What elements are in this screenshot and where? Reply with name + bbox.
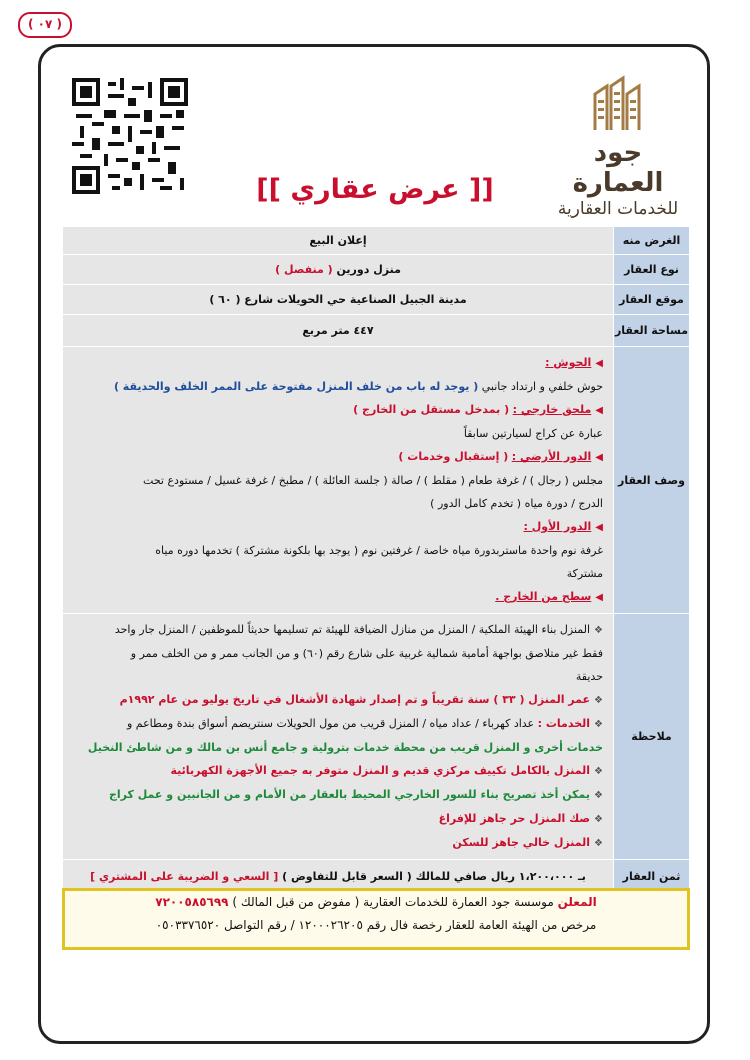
- note-1a: المنزل بناء الهيئة الملكية / المنزل من منازل الضيافة للهيئة تم تسليمها حديثاً للموظفين / المنزل جار واحد: [114, 623, 591, 636]
- note-5: يمكن أخذ تصريح بناء للسور الخارجي المحيط بالعقار من الأمام و من الجانبين و عمل كراج: [108, 788, 591, 801]
- label-area: مساحة العقار: [614, 315, 690, 347]
- value-area: ٤٤٧ متر مربع: [63, 315, 614, 347]
- logo-subtitle: للخدمات العقارية: [557, 199, 679, 219]
- bullet-icon: ❖: [594, 625, 603, 636]
- note-3a: عداد كهرباء / عداد مياه / المنزل قريب من مول الحويلات سنتريضم أسواق بندة ومطاعم و: [126, 717, 535, 730]
- price-fees: [ السعي و الضريبة على المشتري ]: [90, 870, 279, 883]
- roof-text: سطح من الخارج .: [495, 590, 592, 603]
- page-number: ( ٠٧ ): [18, 12, 72, 38]
- row-description: [63, 347, 690, 614]
- bullet-icon: ❖: [594, 695, 603, 706]
- row-location: [63, 285, 690, 315]
- page-title: [[ عرض عقاري ]]: [256, 174, 494, 205]
- arrow-icon: ◀: [595, 452, 603, 463]
- arrow-icon: ◀: [595, 522, 603, 533]
- ground-floor-note: ( إستقبال وخدمات ): [398, 450, 509, 463]
- value-purpose: إعلان البيع: [63, 227, 614, 255]
- label-type: نوع العقار: [614, 255, 690, 285]
- ground-floor-heading: الدور الأرضي :: [511, 450, 592, 463]
- bullet-icon: ❖: [594, 719, 603, 730]
- note-3b: خدمات أخرى و المنزل قريب من محطة خدمات بترولية و جامع أنس بن مالك و من شاطئ النخيل: [87, 741, 603, 754]
- value-notes: [63, 614, 614, 860]
- first-floor-heading: الدور الأول :: [523, 520, 592, 533]
- note-7: المنزل خالي جاهز للسكن: [452, 836, 591, 849]
- label-location: موقع العقار: [614, 285, 690, 315]
- note-6: صك المنزل حر جاهز للإفراغ: [438, 812, 591, 825]
- price-negotiable: ( السعر قابل للتفاوض ): [282, 870, 412, 883]
- ground-floor-text-1: مجلس ( رجال ) / غرفة طعام ( مقلط ) / صالة ( جلسة العائلة ) / مطبخ / غرفة غسيل / مستودع تحت: [143, 474, 603, 487]
- note-4: المنزل بالكامل تكييف مركزي قديم و المنزل متوفر به جميع الأجهزة الكهربائية: [170, 764, 591, 777]
- yard-heading: الحوش :: [545, 356, 592, 369]
- yard-text: حوش خلفي و ارتداد جانبي: [481, 380, 603, 393]
- bullet-icon: ❖: [594, 838, 603, 849]
- note-3-label: الخدمات :: [537, 717, 591, 730]
- footer-license: مرخص من الهيئة العامة للعقار رخصة فال رقم ١٢٠٠٠٢٦٢٠٥ / رقم التواصل ٠٥٠٣٣٧٦٥٢٠: [155, 918, 597, 932]
- type-main: منزل دورين: [336, 263, 401, 276]
- footer-advertiser-label: المعلن: [557, 895, 597, 909]
- footer-box: [62, 888, 690, 950]
- value-type: [63, 255, 614, 285]
- annex-text: عبارة عن كراج لسيارتين سابقاً: [463, 427, 603, 440]
- arrow-icon: ◀: [595, 358, 603, 369]
- value-location: مدينة الجبيل الصناعية حي الحويلات شارع ( ٦٠ ): [63, 285, 614, 315]
- label-description: وصف العقار: [614, 347, 690, 614]
- bullet-icon: ❖: [594, 766, 603, 777]
- value-description: [63, 347, 614, 614]
- logo-name: جود العمارة: [572, 138, 664, 198]
- building-logo-icon: [587, 72, 649, 134]
- row-area: [63, 315, 690, 347]
- note-1b: فقط غير متلاصق بواجهة أمامية شمالية غربية على شارع رقم (٦٠) و من الجانب ممر و من الخلف ممر و: [130, 647, 603, 660]
- first-floor-text-1: غرفة نوم واحدة ماستربدورة مياه خاصة / غرفتين نوم ( يوجد بها بلكونة مشتركة ) تخدمها دوره مياه: [155, 544, 603, 557]
- bullet-icon: ❖: [594, 790, 603, 801]
- label-price: ثمن العقار: [614, 860, 690, 894]
- qr-code-icon: [72, 78, 188, 194]
- note-1c: حديقة: [575, 670, 603, 683]
- ground-floor-text-2: الدرج / دورة مياه ( تخدم كامل الدور ): [430, 497, 603, 510]
- property-table: [62, 226, 690, 894]
- bullet-icon: ❖: [594, 814, 603, 825]
- row-type: [63, 255, 690, 285]
- price-main: بـ ١،٢٠٠،٠٠٠ ريال صافي للمالك: [415, 870, 586, 883]
- first-floor-text-2: مشتركة: [566, 567, 603, 580]
- footer-phone: ٧٢٠٠٥٨٥٦٩٩: [155, 895, 229, 909]
- arrow-icon: ◀: [595, 405, 603, 416]
- label-purpose: الغرض منه: [614, 227, 690, 255]
- yard-note: ( يوجد له باب من خلف المنزل مفتوحة على الممر الخلف والحديقة ): [113, 380, 479, 393]
- row-purpose: [63, 227, 690, 255]
- label-notes: ملاحظة: [614, 614, 690, 860]
- annex-note: ( بمدخل مستقل من الخارج ): [353, 403, 510, 416]
- arrow-icon: ◀: [595, 592, 603, 603]
- company-logo: [548, 72, 688, 220]
- note-2: عمر المنزل ( ٣٣ ) سنة تقريباً و تم إصدار شهادة الأشغال في تاريخ يوليو من عام ١٩٩٢م: [119, 693, 591, 706]
- footer-advertiser: موسسة جود العمارة للخدمات العقارية ( مفوض من قبل المالك ): [232, 895, 554, 909]
- row-notes: [63, 614, 690, 860]
- type-detached: ( منفصل ): [275, 263, 333, 276]
- annex-heading: ملحق خارجي :: [512, 403, 592, 416]
